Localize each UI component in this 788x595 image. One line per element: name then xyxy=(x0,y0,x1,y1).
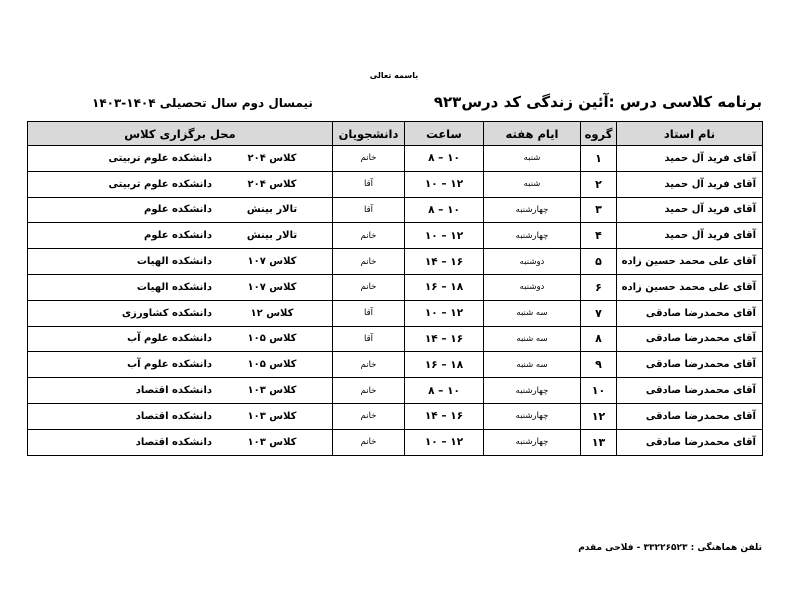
table-row xyxy=(28,429,763,455)
cell-time: ۱۶ – ۱۴ xyxy=(405,403,484,429)
header-days: ایام هفته xyxy=(484,122,581,146)
table-row xyxy=(28,352,763,378)
cell-venue xyxy=(28,197,333,223)
table-row xyxy=(28,326,763,352)
invocation-text: باسمه تعالی xyxy=(369,71,419,80)
venue-faculty: دانشکده اقتصاد xyxy=(135,410,212,422)
cell-venue xyxy=(28,300,333,326)
cell-students: آقا xyxy=(333,326,405,352)
cell-venue xyxy=(28,378,333,404)
cell-teacher: آقای فرید آل حمید xyxy=(617,171,763,197)
header-group: گروه xyxy=(581,122,617,146)
cell-students: خانم xyxy=(333,223,405,249)
cell-days: چهارشنبه xyxy=(484,378,581,404)
venue-room: کلاس ۱۲ xyxy=(250,307,294,319)
venue-faculty: دانشکده علوم آب xyxy=(127,333,212,345)
cell-group: ۲ xyxy=(581,171,617,197)
venue-faculty: دانشکده اقتصاد xyxy=(135,436,212,448)
cell-time: ۱۶ – ۱۴ xyxy=(405,249,484,275)
cell-time: ۱۸ – ۱۶ xyxy=(405,274,484,300)
cell-days: چهارشنبه xyxy=(484,429,581,455)
cell-time: ۱۲ – ۱۰ xyxy=(405,171,484,197)
venue-faculty: دانشکده علوم xyxy=(144,230,212,242)
cell-students: خانم xyxy=(333,378,405,404)
venue-room: کلاس ۲۰۴ xyxy=(247,178,297,190)
cell-venue xyxy=(28,171,333,197)
venue-room: کلاس ۱۰۳ xyxy=(247,410,297,422)
cell-group: ۶ xyxy=(581,274,617,300)
cell-days: دوشنبه xyxy=(484,249,581,275)
cell-group: ۱۰ xyxy=(581,378,617,404)
cell-teacher: آقای فرید آل حمید xyxy=(617,197,763,223)
table-row xyxy=(28,171,763,197)
cell-teacher: آقای محمدرضا صادقی xyxy=(617,403,763,429)
cell-students: خانم xyxy=(333,429,405,455)
header-teacher: نام استاد xyxy=(617,122,763,146)
table-row xyxy=(28,197,763,223)
venue-faculty: دانشکده کشاورزی xyxy=(121,307,212,319)
cell-teacher: آقای فرید آل حمید xyxy=(617,223,763,249)
cell-days: چهارشنبه xyxy=(484,197,581,223)
venue-faculty: دانشکده اقتصاد xyxy=(135,385,212,397)
cell-group: ۳ xyxy=(581,197,617,223)
cell-students: خانم xyxy=(333,403,405,429)
table-header-row xyxy=(28,122,763,146)
cell-days: چهارشنبه xyxy=(484,403,581,429)
cell-days: دوشنبه xyxy=(484,274,581,300)
cell-days: شنبه xyxy=(484,146,581,172)
semester-label: نیمسال دوم سال تحصیلی ۱۴۰۴-۱۴۰۳ xyxy=(92,96,313,110)
cell-venue xyxy=(28,326,333,352)
header-time: ساعت xyxy=(405,122,484,146)
table-row xyxy=(28,146,763,172)
table-row xyxy=(28,403,763,429)
venue-room: کلاس ۱۰۷ xyxy=(247,256,297,268)
table-row xyxy=(28,249,763,275)
cell-venue xyxy=(28,223,333,249)
cell-students: خانم xyxy=(333,274,405,300)
cell-time: ۱۰ – ۸ xyxy=(405,378,484,404)
cell-group: ۵ xyxy=(581,249,617,275)
cell-time: ۱۶ – ۱۴ xyxy=(405,326,484,352)
cell-teacher: آقای محمدرضا صادقی xyxy=(617,352,763,378)
cell-students: آقا xyxy=(333,171,405,197)
cell-group: ۹ xyxy=(581,352,617,378)
cell-days: شنبه xyxy=(484,171,581,197)
venue-room: تالار بینش xyxy=(246,230,298,242)
cell-venue xyxy=(28,403,333,429)
cell-group: ۷ xyxy=(581,300,617,326)
venue-room: کلاس ۲۰۴ xyxy=(247,152,297,164)
cell-teacher: آقای فرید آل حمید xyxy=(617,146,763,172)
venue-faculty: دانشکده الهیات xyxy=(136,256,212,268)
cell-teacher: آقای محمدرضا صادقی xyxy=(617,429,763,455)
cell-time: ۱۸ – ۱۶ xyxy=(405,352,484,378)
cell-group: ۸ xyxy=(581,326,617,352)
venue-room: کلاس ۱۰۵ xyxy=(247,359,297,371)
cell-teacher: آقای محمدرضا صادقی xyxy=(617,300,763,326)
contact-footer: تلفن هماهنگی : ۳۳۲۲۶۵۲۳ - فلاحی مقدم xyxy=(578,543,762,553)
cell-group: ۴ xyxy=(581,223,617,249)
schedule-table xyxy=(27,121,763,456)
venue-faculty: دانشکده علوم xyxy=(144,204,212,216)
cell-teacher: آقای محمدرضا صادقی xyxy=(617,378,763,404)
cell-group: ۱۳ xyxy=(581,429,617,455)
venue-room: کلاس ۱۰۷ xyxy=(247,281,297,293)
cell-teacher: آقای علی محمد حسین زاده xyxy=(617,249,763,275)
page-title: برنامه کلاسی درس :آئین زندگی کد درس۹۲۳ xyxy=(433,93,762,111)
cell-teacher: آقای محمدرضا صادقی xyxy=(617,326,763,352)
cell-group: ۱ xyxy=(581,146,617,172)
venue-faculty: دانشکده علوم آب xyxy=(127,359,212,371)
table-row xyxy=(28,274,763,300)
cell-students: خانم xyxy=(333,146,405,172)
cell-venue xyxy=(28,429,333,455)
cell-time: ۱۰ – ۸ xyxy=(405,146,484,172)
cell-teacher: آقای علی محمد حسین زاده xyxy=(617,274,763,300)
venue-faculty: دانشکده علوم تربیتی xyxy=(108,152,212,164)
table-row xyxy=(28,300,763,326)
cell-venue xyxy=(28,146,333,172)
cell-students: آقا xyxy=(333,300,405,326)
cell-time: ۱۲ – ۱۰ xyxy=(405,223,484,249)
venue-room: کلاس ۱۰۵ xyxy=(247,333,297,345)
venue-faculty: دانشکده علوم تربیتی xyxy=(108,178,212,190)
cell-days: سه شنبه xyxy=(484,300,581,326)
cell-venue xyxy=(28,352,333,378)
cell-students: خانم xyxy=(333,249,405,275)
table-row xyxy=(28,223,763,249)
venue-faculty: دانشکده الهیات xyxy=(136,281,212,293)
cell-days: سه شنبه xyxy=(484,326,581,352)
cell-venue xyxy=(28,274,333,300)
cell-venue xyxy=(28,249,333,275)
cell-days: سه شنبه xyxy=(484,352,581,378)
cell-students: آقا xyxy=(333,197,405,223)
cell-time: ۱۲ – ۱۰ xyxy=(405,429,484,455)
cell-time: ۱۰ – ۸ xyxy=(405,197,484,223)
header-students: دانشجویان xyxy=(333,122,405,146)
venue-room: کلاس ۱۰۳ xyxy=(247,436,297,448)
header-venue: محل برگزاری کلاس xyxy=(28,122,333,146)
cell-days: چهارشنبه xyxy=(484,223,581,249)
cell-group: ۱۲ xyxy=(581,403,617,429)
venue-room: تالار بینش xyxy=(246,204,298,216)
cell-time: ۱۲ – ۱۰ xyxy=(405,300,484,326)
table-row xyxy=(28,378,763,404)
venue-room: کلاس ۱۰۳ xyxy=(247,385,297,397)
cell-students: خانم xyxy=(333,352,405,378)
